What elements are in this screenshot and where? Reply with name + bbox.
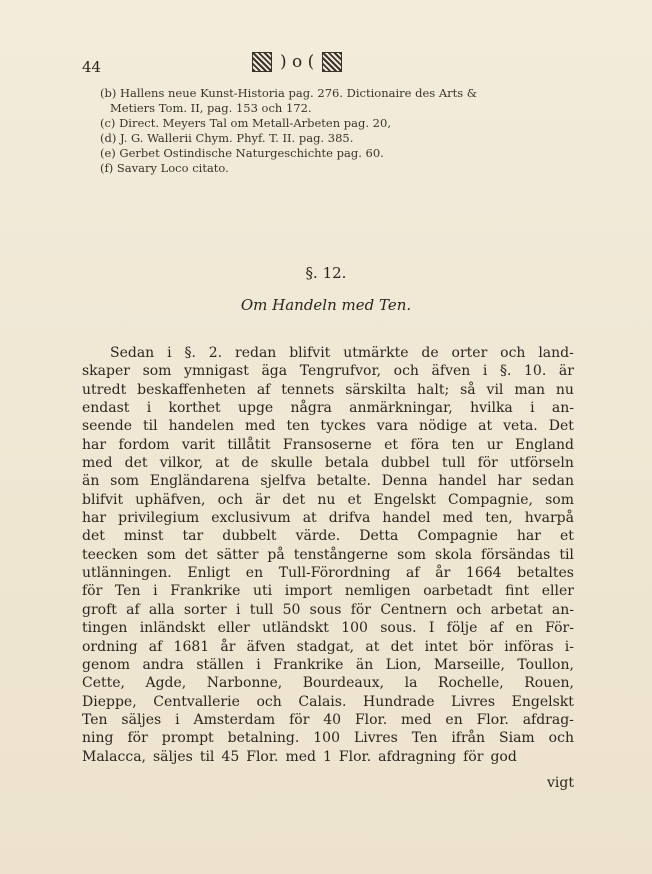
text-line: utredt beskaffenheten af tennets särskilta halt; så vil man nu bbox=[82, 381, 574, 398]
text-line: än som Engländarena sjelfva betalte. Denna handel har sedan bbox=[82, 473, 574, 490]
text-line: seende til handelen med ten tyckes vara nödige at veta. Det bbox=[82, 418, 574, 435]
ornament-right-icon bbox=[322, 52, 342, 72]
text-line: endast i korthet upge några anmärkningar, hvilka i an- bbox=[82, 400, 574, 417]
header-ornament bbox=[252, 52, 342, 72]
text-line: ordning af 1681 år äfven stadgat, at det intet bör införas i- bbox=[82, 638, 574, 655]
text-line: teecken som det sätter på tenstångerne som skola försändas til bbox=[82, 546, 574, 563]
text-line: Cette, Agde, Narbonne, Bourdeaux, la Rochelle, Rouen, bbox=[82, 675, 574, 692]
text-line: har privilegium exclusivum at drifva handel med ten, hvarpå bbox=[82, 510, 574, 527]
section-number: §. 12. bbox=[305, 264, 347, 282]
footnote-line: (f) Savary Loco citato. bbox=[100, 161, 229, 175]
footnote-line: (e) Gerbet Ostindische Naturgeschichte pag. 60. bbox=[100, 146, 384, 160]
text-line: ning för prompt betalning. 100 Livres Ten ifrån Siam och bbox=[82, 730, 574, 747]
text-line: blifvit uphäfven, och är det nu et Engelskt Compagnie, som bbox=[82, 491, 574, 508]
section-title: Om Handeln med Ten. bbox=[240, 296, 412, 314]
catchword: vigt bbox=[547, 775, 574, 791]
text-line: utlänningen. Enligt en Tull-Förordning af år 1664 betaltes bbox=[82, 565, 574, 582]
ornament-text: ) o ( bbox=[280, 52, 315, 72]
footnote-line: Metiers Tom. II, pag. 153 och 172. bbox=[110, 101, 312, 115]
footnotes bbox=[100, 86, 580, 176]
footnote-line: (d) J. G. Wallerii Chym. Phyf. T. II. pag. 385. bbox=[100, 131, 354, 145]
body-text bbox=[82, 344, 574, 766]
text-line: det minst tar dubbelt värde. Detta Compagnie har et bbox=[82, 528, 574, 545]
page-header bbox=[82, 52, 582, 80]
page-number: 44 bbox=[82, 58, 102, 76]
text-line: Sedan i §. 2. redan blifvit utmärkte de orter och land- bbox=[110, 345, 574, 361]
text-line: groft af alla sorter i tull 50 sous för Centnern och arbetat an- bbox=[82, 601, 574, 618]
footnote-line: (b) Hallens neue Kunst-Historia pag. 276. Dictionaire des Arts & bbox=[100, 86, 478, 100]
text-line: med det vilkor, at de skulle betala dubbel tull för utförseln bbox=[82, 455, 574, 472]
text-line: har fordom varit tillåtit Fransoserne et föra ten ur England bbox=[82, 436, 574, 453]
text-line: genom andra ställen i Frankrike än Lion, Marseille, Toullon, bbox=[82, 656, 574, 673]
text-line: för Ten i Frankrike uti import nemligen oarbetadt fint eller bbox=[82, 583, 574, 600]
text-line: tingen inländskt eller utländskt 100 sous. I följe af en För- bbox=[82, 620, 574, 637]
text-line: Malacca, säljes til 45 Flor. med 1 Flor. afdragning för god bbox=[82, 748, 517, 765]
text-line: Ten säljes i Amsterdam för 40 Flor. med en Flor. afdrag- bbox=[82, 711, 574, 728]
text-line: Dieppe, Centvallerie och Calais. Hundrade Livres Engelskt bbox=[82, 693, 574, 710]
text-line: skaper som ymnigast äga Tengrufvor, och äfven i §. 10. är bbox=[82, 363, 574, 380]
ornament-left-icon bbox=[252, 52, 272, 72]
footnote-line: (c) Direct. Meyers Tal om Metall-Arbeten pag. 20, bbox=[100, 116, 391, 130]
